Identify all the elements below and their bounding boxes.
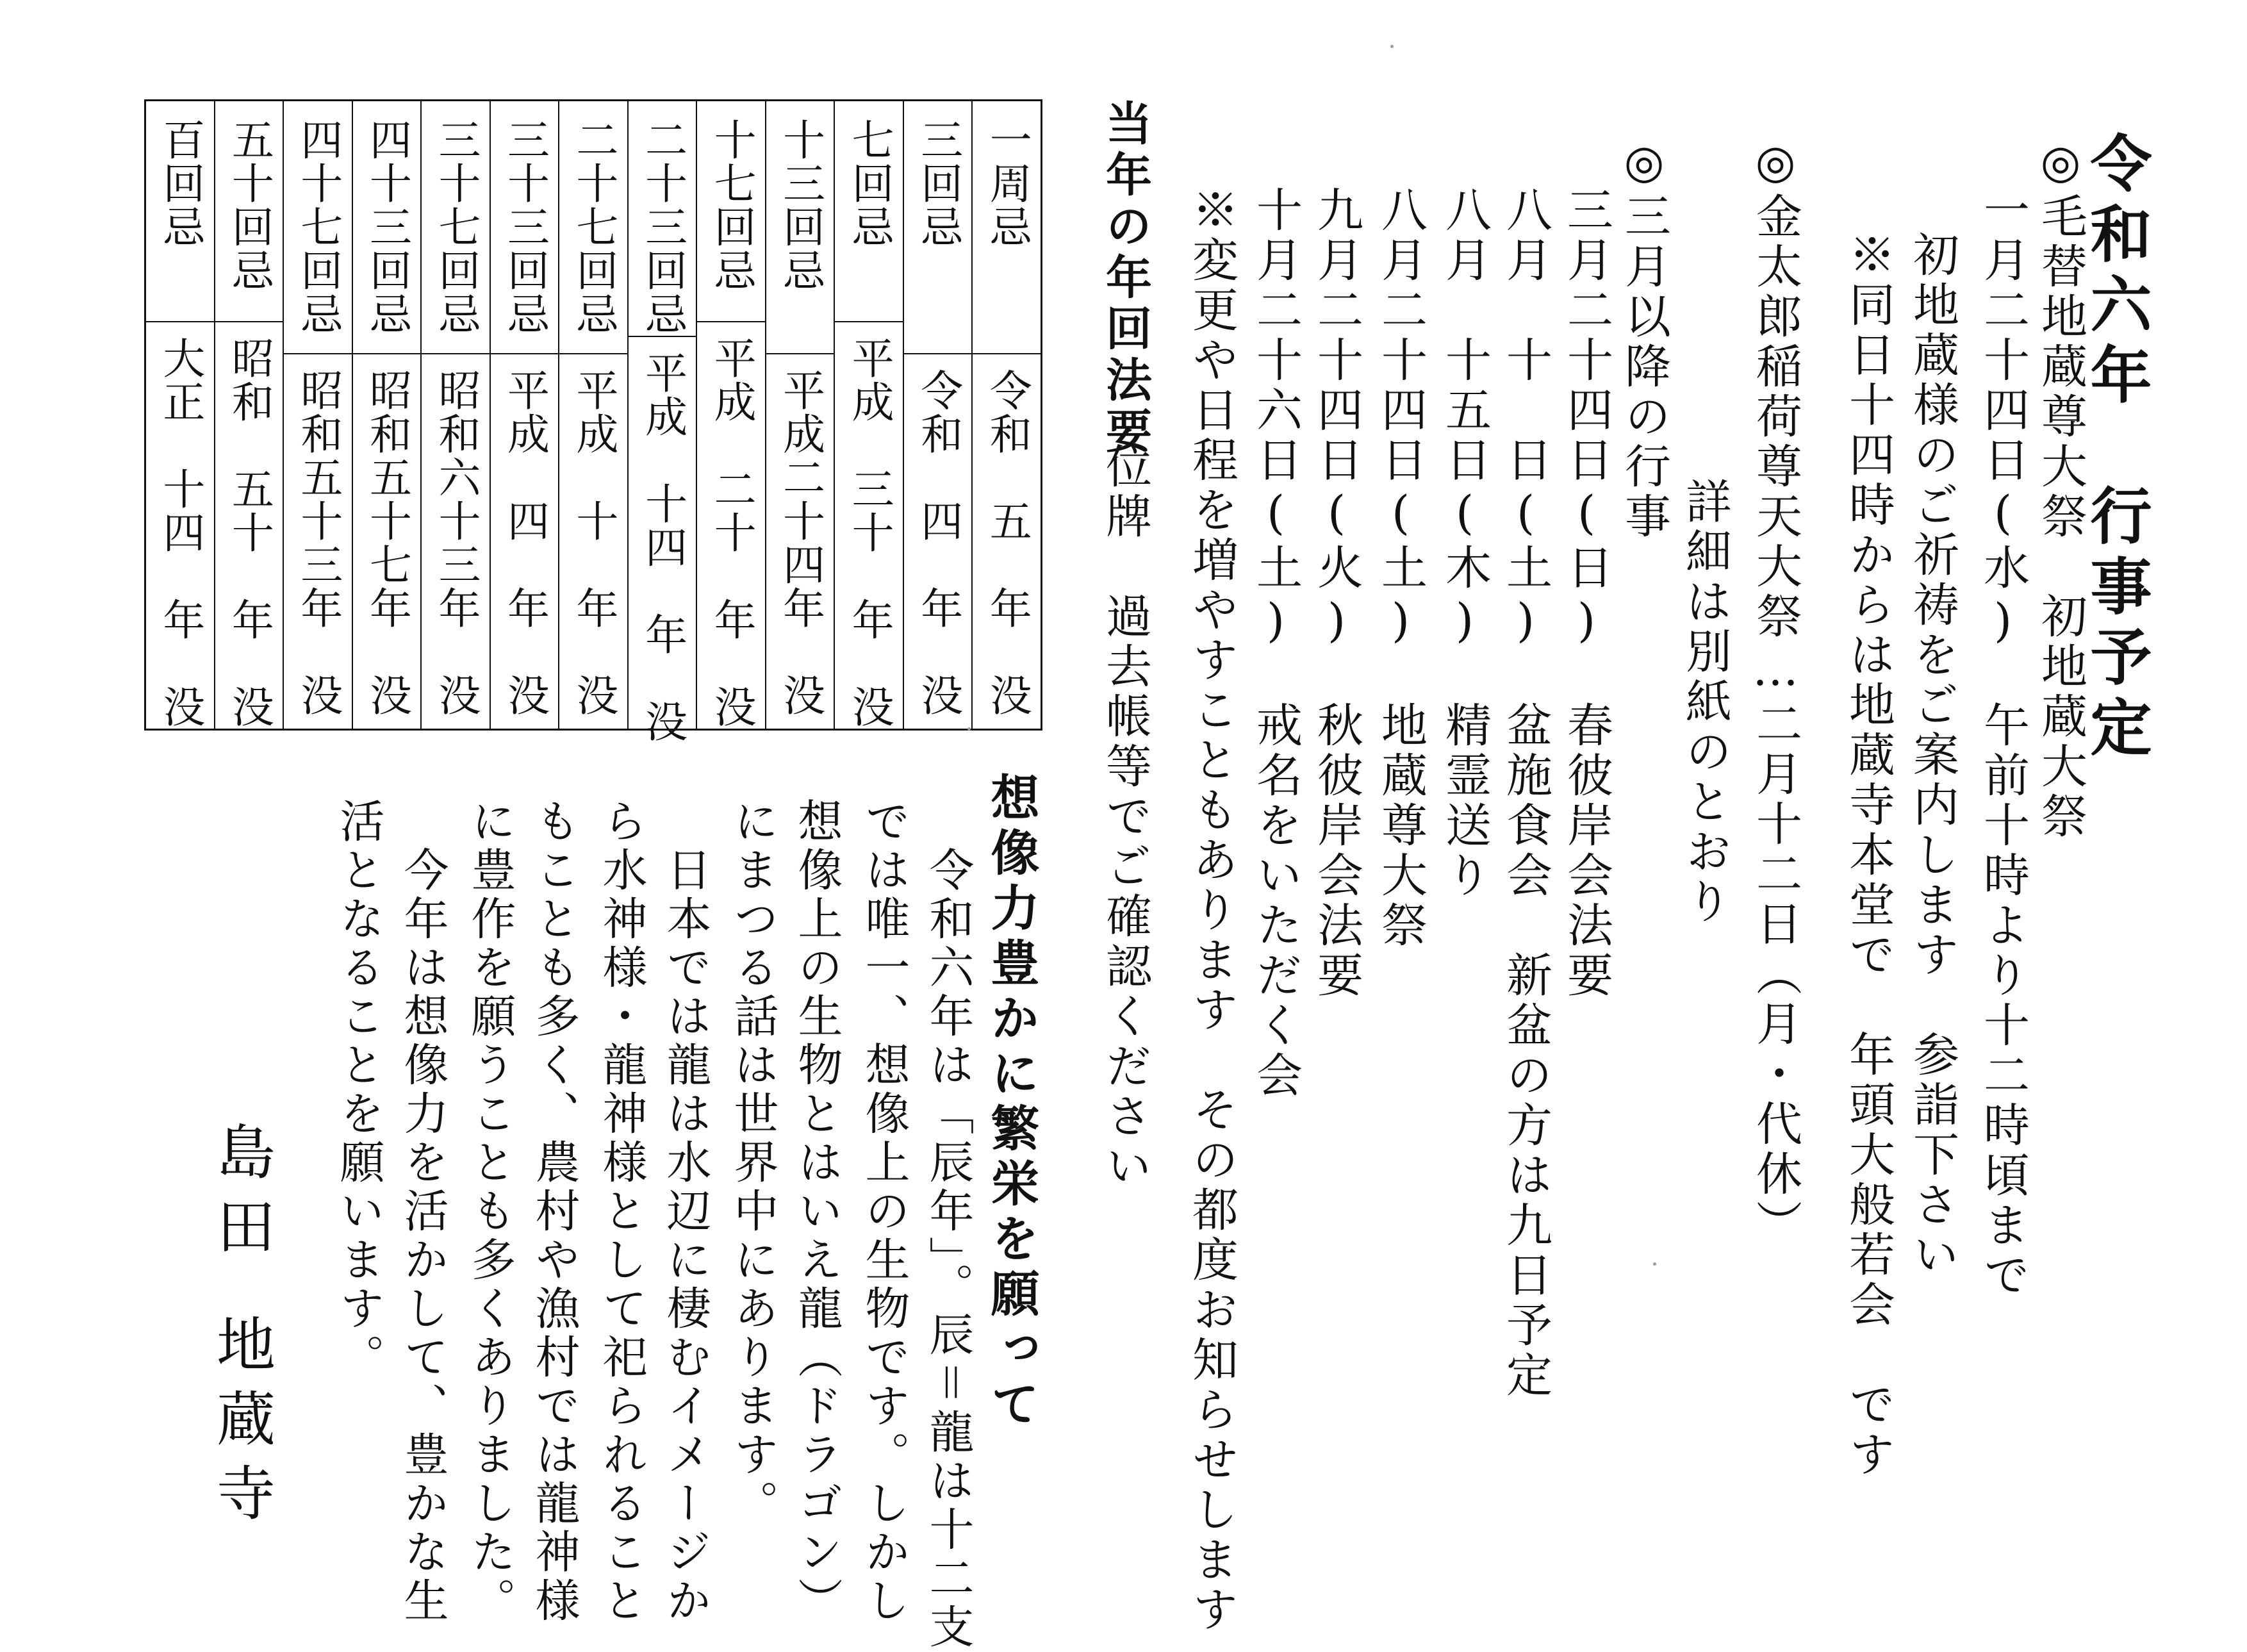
event-item: 八月二十四日(土) 地蔵尊大祭	[1374, 186, 1428, 951]
memorial-column	[283, 101, 352, 729]
memorial-kaiki: 二十七回忌	[569, 118, 619, 336]
memorial-kaiki-cell	[697, 101, 765, 322]
memorial-kaiki-cell	[766, 101, 834, 354]
memorial-year: 大正 十四 年 没	[155, 336, 205, 729]
kezori-heading: ◎毛替地蔵尊大祭 初地蔵大祭	[2034, 135, 2087, 842]
memorial-kaiki: 一周忌	[982, 118, 1032, 249]
memorial-year-cell	[559, 354, 627, 729]
memorial-column	[352, 101, 421, 729]
memorial-year: 令和 五 年 没	[982, 368, 1032, 717]
memorial-kaiki-cell	[559, 101, 627, 354]
memorial-kaiki-cell	[629, 101, 696, 337]
memorial-column	[696, 101, 765, 729]
memorial-column	[420, 101, 490, 729]
event-item: 十月二十六日(土) 戒名をいただく会	[1249, 186, 1303, 1101]
memorial-column	[627, 101, 696, 743]
page-title: 令和六年 行事予定	[2080, 131, 2153, 766]
memorial-column	[214, 101, 283, 729]
memorial-column	[558, 101, 627, 729]
memorial-year: 昭和 五十 年 没	[224, 336, 274, 729]
memorial-year: 平成 十四 年 没	[638, 351, 687, 743]
memorial-kaiki: 二十三回忌	[638, 118, 687, 336]
memorial-year-cell	[284, 354, 352, 729]
memorial-column	[903, 101, 972, 729]
essay-title: 想像力豊かに繁栄を願って	[983, 772, 1040, 1433]
memorial-year-cell	[422, 354, 490, 729]
events-note: ※変更や日程を増やすこともあります その都度お知らせします	[1185, 186, 1239, 1635]
memorial-column	[971, 101, 1041, 729]
memorial-year-cell	[353, 354, 421, 729]
signature-family: 島田	[207, 1121, 276, 1270]
memorial-kaiki: 三十三回忌	[500, 118, 550, 336]
memorial-year-cell	[629, 337, 696, 743]
essay-line: もことも多く、農村や漁村では龍神様	[528, 798, 580, 1626]
event-item: 三月二十四日(日) 春彼岸会法要	[1560, 186, 1613, 1001]
memorial-year-cell	[697, 322, 765, 729]
memorial-year: 平成 十 年 没	[569, 368, 619, 717]
scan-speck	[1390, 45, 1394, 48]
memorial-year: 昭和五十七年 没	[362, 368, 412, 717]
memorial-instruction: 位牌 過去帳等でご確認ください	[1098, 442, 1152, 1192]
memorial-kaiki-cell	[422, 101, 490, 354]
memorial-year-cell	[973, 354, 1041, 729]
memorial-kaiki-cell	[284, 101, 352, 354]
memorial-year-cell	[491, 354, 559, 729]
memorial-kaiki-cell	[904, 101, 972, 354]
memorial-kaiki: 四十七回忌	[293, 118, 343, 336]
essay-line: 想像上の生物とはいえ龍（ドラゴン）	[791, 798, 843, 1626]
kezori-prayer: 初地蔵様のご祈祷をご案内します 参詣下さい	[1905, 231, 1959, 1280]
memorial-kaiki: 五十回忌	[224, 118, 274, 292]
scan-speck	[1653, 1262, 1656, 1266]
memorial-kaiki: 十三回忌	[775, 118, 825, 292]
kintaro-heading: ◎金太郎稲荷尊天大祭…二月十二日（月・代休）	[1749, 135, 1802, 1250]
memorial-year-cell	[766, 354, 834, 729]
essay-line: 日本では龍は水辺に棲むイメージか	[659, 798, 712, 1626]
essay-line: に豊作を願うことも多くありました。	[464, 798, 516, 1626]
memorial-year: 平成 二十 年 没	[707, 336, 757, 729]
memorial-kaiki-cell	[491, 101, 559, 354]
memorial-year: 昭和六十三年 没	[431, 368, 481, 717]
event-item: 八月 十 日(土) 盆施食会 新盆の方は九日予定	[1499, 186, 1552, 1401]
memorial-kaiki: 三回忌	[913, 118, 963, 249]
memorial-year: 令和 四 年 没	[913, 368, 963, 717]
kezori-schedule: 一月二十四日(水) 午前十時より十二時頃まで	[1976, 186, 2030, 1301]
memorial-kaiki: 百回忌	[155, 118, 205, 249]
memorial-year-cell	[146, 322, 214, 729]
memorial-year-cell	[904, 354, 972, 729]
memorial-kaiki-cell	[835, 101, 903, 322]
memorial-column	[765, 101, 834, 729]
signature-temple: 地蔵寺	[207, 1314, 276, 1537]
memorial-heading: 当年の年回法要	[1098, 99, 1153, 458]
kintaro-detail: 詳細は別紙のとおり	[1678, 477, 1732, 927]
essay-line: 今年は想像力を活かして、豊かな生	[397, 798, 449, 1626]
memorial-kaiki: 十七回忌	[707, 118, 757, 292]
essay-line: 令和六年は「辰年」。辰＝龍は十二支	[922, 798, 975, 1652]
essay-line: では唯一、想像上の生物です。しかし	[858, 798, 910, 1626]
memorial-column	[146, 101, 214, 729]
memorial-kaiki-cell	[215, 101, 283, 322]
memorial-kaiki: 三十七回忌	[431, 118, 481, 336]
event-item: 八月 十五日(木) 精霊送り	[1438, 186, 1492, 901]
memorial-kaiki-cell	[973, 101, 1041, 354]
memorial-year: 昭和五十三年 没	[293, 368, 343, 717]
memorial-year: 平成 三十 年 没	[844, 336, 894, 729]
kezori-note: ※同日十四時からは地蔵寺本堂で 年頭大般若会 です	[1841, 231, 1895, 1480]
memorial-year-cell	[215, 322, 283, 729]
memorial-column	[490, 101, 559, 729]
memorial-year: 平成 四 年 没	[500, 368, 550, 717]
event-item: 九月二十四日(火) 秋彼岸会法要	[1310, 186, 1363, 1001]
memorial-kaiki-cell	[146, 101, 214, 322]
essay-line: ら水神様・龍神様として祀られること	[595, 798, 648, 1626]
memorial-kaiki: 七回忌	[844, 118, 894, 249]
memorial-kaiki: 四十三回忌	[362, 118, 412, 336]
memorial-kaiki-cell	[353, 101, 421, 354]
memorial-year-cell	[835, 322, 903, 729]
scan-speck	[967, 727, 971, 731]
memorial-year: 平成二十四年 没	[775, 368, 825, 717]
memorial-column	[834, 101, 903, 729]
events-heading: ◎三月以降の行事	[1617, 135, 1671, 542]
memorial-table	[144, 99, 1042, 743]
essay-line: にまつる話は世界中にあります。	[727, 798, 779, 1528]
essay-line: 活となることを願います。	[333, 798, 385, 1382]
